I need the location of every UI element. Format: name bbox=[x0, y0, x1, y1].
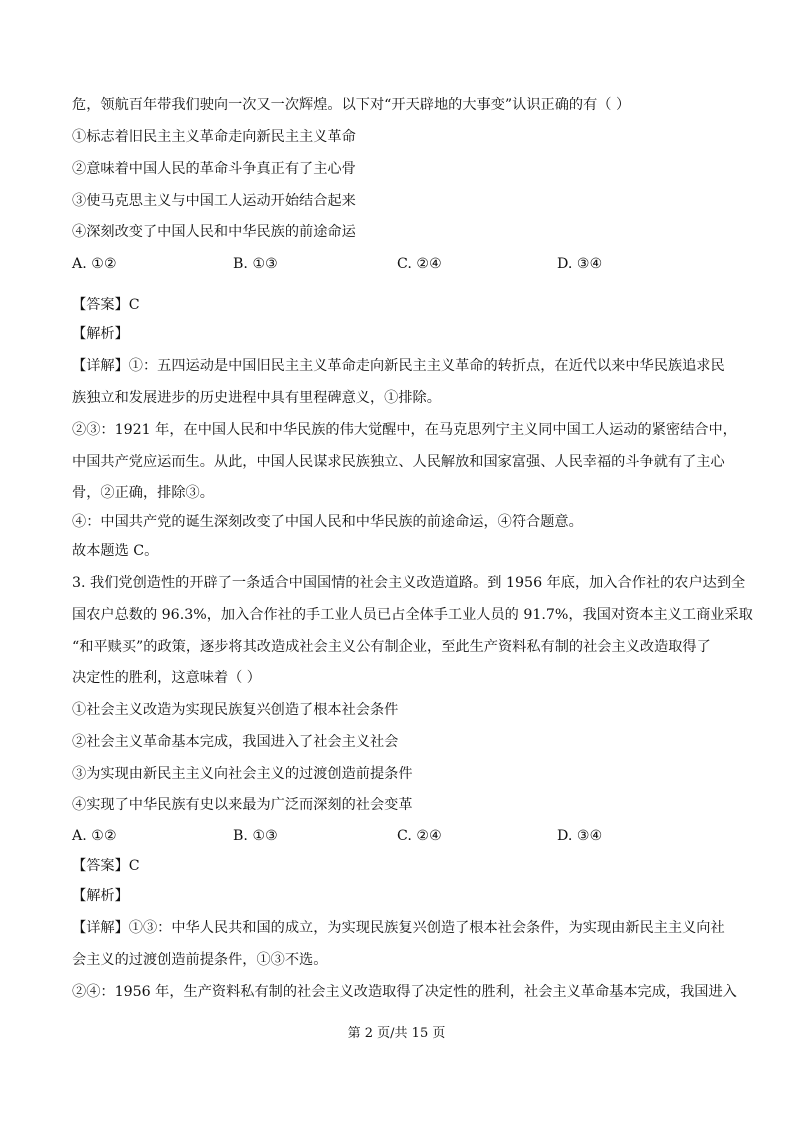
q3-statement-1: ①社会主义改造为实现民族复兴创造了根本社会条件 bbox=[72, 702, 399, 718]
q2-statement-3: ③使马克思主义与中国工人运动开始结合起来 bbox=[72, 193, 356, 209]
q3-answer: 【答案】C bbox=[72, 858, 140, 874]
q2-statement-4: ④深刻改变了中国人民和中华民族的前途命运 bbox=[72, 224, 356, 240]
q3-analysis-label: 【解析】 bbox=[72, 888, 129, 904]
q2-statement-1: ①标志着旧民主主义革命走向新民主主义革命 bbox=[72, 129, 356, 145]
q3-stem-line-1: 3. 我们党创造性的开辟了一条适合中国国情的社会主义改造道路。到 1956 年底，加入合作社的农户达到全 bbox=[72, 575, 746, 591]
q2-option-c: C. ②④ bbox=[397, 256, 442, 272]
q2-detail-line-4: 中国共产党应运而生。从此，中国人民谋求民族独立、人民解放和国家富强、人民幸福的斗争就有了主心 bbox=[72, 454, 725, 470]
q2-analysis-label: 【解析】 bbox=[72, 326, 129, 342]
q2-detail-line-6: ④：中国共产党的诞生深刻改变了中国人民和中华民族的前途命运，④符合题意。 bbox=[72, 514, 583, 530]
q2-detail-line-2: 族独立和发展进步的历史进程中具有里程碑意义，①排除。 bbox=[72, 390, 441, 406]
q2-statement-2: ②意味着中国人民的革命斗争真正有了主心骨 bbox=[72, 161, 356, 177]
q3-stem-line-3: “和平赎买”的政策，逐步将其改造成社会主义公有制企业，至此生产资料私有制的社会主义改造取得了 bbox=[72, 639, 711, 655]
q2-stem-tail: 危，领航百年带我们驶向一次又一次辉煌。以下对“开天辟地的大事变”认识正确的有（ ） bbox=[72, 97, 631, 113]
q3-statement-3: ③为实现由新民主主义向社会主义的过渡创造前提条件 bbox=[72, 766, 413, 782]
q2-detail-line-3: ②③：1921 年，在中国人民和中华民族的伟大觉醒中，在马克思列宁主义同中国工人运动的紧密结合中， bbox=[72, 422, 737, 438]
q3-stem-line-4: 决定性的胜利，这意味着（ ） bbox=[72, 670, 261, 686]
q3-option-b: B. ①③ bbox=[233, 828, 278, 844]
q3-detail-line-1: 【详解】①③：中华人民共和国的成立，为实现民族复兴创造了根本社会条件，为实现由新民主主义向社 bbox=[72, 920, 725, 936]
q3-detail-line-3: ②④：1956 年，生产资料私有制的社会主义改造取得了决定性的胜利，社会主义革命基本完成，我国进入 bbox=[72, 984, 737, 1000]
q2-detail-line-1: 【详解】①：五四运动是中国旧民主主义革命走向新民主主义革命的转折点，在近代以来中华民族追求民 bbox=[72, 358, 725, 374]
page-footer: 第 2 页/共 15 页 bbox=[347, 1026, 446, 1041]
q3-statement-2: ②社会主义革命基本完成，我国进入了社会主义社会 bbox=[72, 734, 399, 750]
q2-option-b: B. ①③ bbox=[233, 256, 278, 272]
q3-option-c: C. ②④ bbox=[397, 828, 442, 844]
q2-detail-line-7: 故本题选 C。 bbox=[72, 543, 159, 559]
q3-stem-line-2: 国农户总数的 96.3%，加入合作社的手工业人员已占全体手工业人员的 91.7%，我国对资本主义工商业采取 bbox=[72, 607, 753, 623]
q2-option-d: D. ③④ bbox=[557, 256, 603, 272]
q2-answer: 【答案】C bbox=[72, 297, 140, 313]
q3-detail-line-2: 会主义的过渡创造前提条件，①③不选。 bbox=[72, 952, 328, 968]
q2-detail-line-5: 骨，②正确，排除③。 bbox=[72, 485, 214, 501]
q3-statement-4: ④实现了中华民族有史以来最为广泛而深刻的社会变革 bbox=[72, 797, 413, 813]
q3-option-a: A. ①② bbox=[72, 828, 117, 844]
q3-option-d: D. ③④ bbox=[557, 828, 603, 844]
q2-option-a: A. ①② bbox=[72, 256, 117, 272]
